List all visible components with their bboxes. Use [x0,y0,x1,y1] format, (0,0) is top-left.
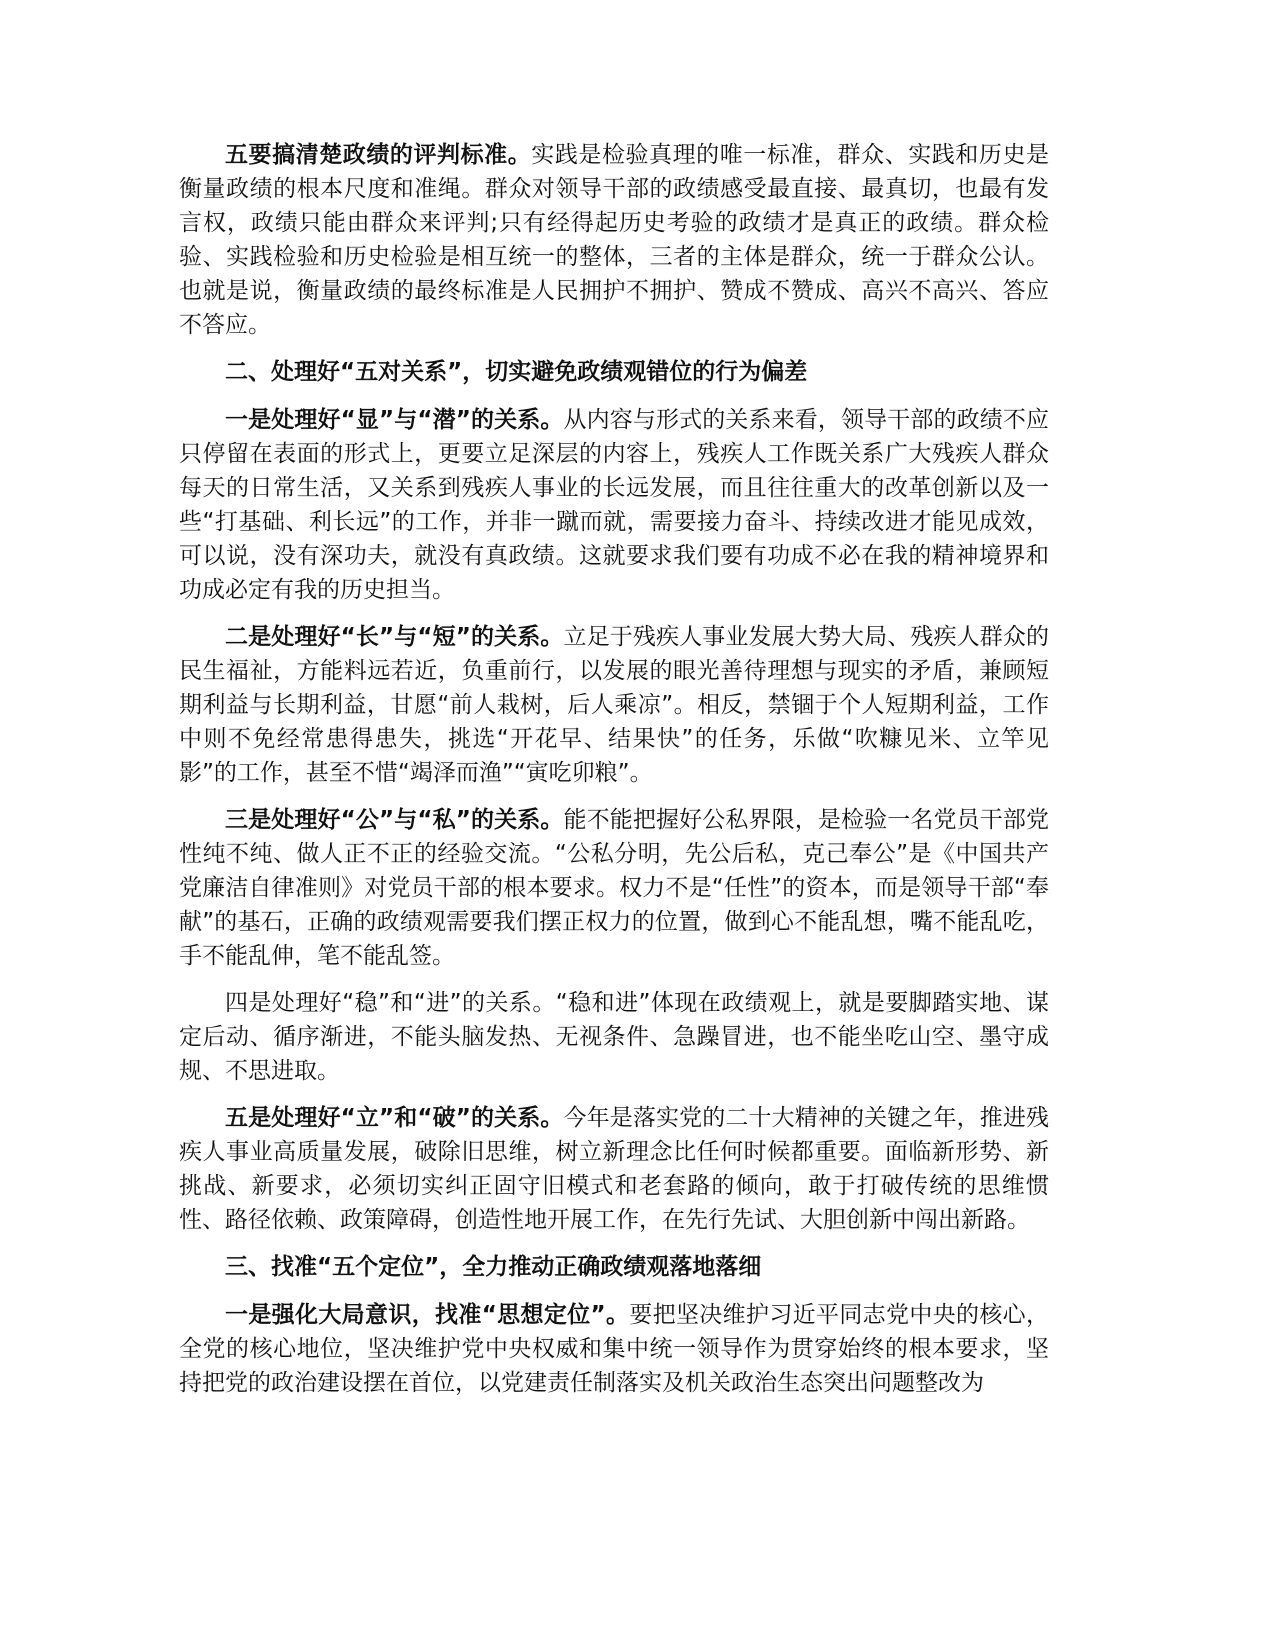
paragraph-lead: 三是处理好“公”与“私”的关系。 [225,807,564,833]
paragraph-long-short [179,620,1049,790]
paragraph-evaluation-standard [179,138,1049,342]
heading-text: 二、处理好“五对关系”，切实避免政绩观错位的行为偏差 [225,359,808,385]
paragraph-body: 实践是检验真理的唯一标准，群众、实践和历史是衡量政绩的根本尺度和准绳。群众对领导干部的政绩感受最直接、最真切，也最有发言权，政绩只能由群众来评判;只有经得起历史考验的政绩才是真正的政绩。群众检验、实践检验和历史检验是相互统一的整体，三者的主体是群众，统一于群众公认。也就是说，衡量政绩的最终标准是人民拥护不拥护、赞成不赞成、高兴不高兴、答应不答应。 [179,142,1050,338]
paragraph-lead: 一是处理好“显”与“潜”的关系。 [225,407,564,433]
paragraph-lead: 五要搞清楚政绩的评判标准。 [225,142,532,168]
paragraph-establish-break [179,1101,1049,1237]
paragraph-body: 今年是落实党的二十大精神的关键之年，推进残疾人事业高质量发展，破除旧思维，树立新理念比任何时候都重要。面临新形势、新挑战、新要求，必须切实纠正固守旧模式和老套路的倾向，敢于打破传统的思维惯性、路径依赖、政策障碍，创造性地开展工作，在先行先试、大胆创新中闯出新路。 [179,1105,1050,1233]
paragraph-visible-latent [179,403,1049,607]
paragraph-body: 能不能把握好公私界限，是检验一名党员干部党性纯不纯、做人正不正的经验交流。“公私分明，先公后私，克己奉公”是《中国共产党廉洁自律准则》对党员干部的根本要求。权力不是“任性”的资本，而是领导干部“奉献”的基石，正确的政绩观需要我们摆正权力的位置，做到心不能乱想，嘴不能乱吃，手不能乱伸，笔不能乱签。 [179,807,1050,969]
paragraph-body: 要把坚决维护习近平同志党中央的核心，全党的核心地位，坚决维护党中央权威和集中统一领导作为贯穿始终的根本要求，坚持把党的政治建设摆在首位，以党建责任制落实及机关政治生态突出问题整改为 [179,1302,1050,1396]
paragraph-body: 四是处理好“稳”和“进”的关系。“稳和进”体现在政绩观上，就是要脚踏实地、谋定后动、循序渐进，不能头脑发热、无视条件、急躁冒进，也不能坐吃山空、墨守成规、不思进取。 [179,990,1049,1084]
paragraph-public-private [179,803,1049,973]
paragraph-ideological-positioning [179,1298,1049,1400]
heading-text: 三、找准“五个定位”，全力推动正确政绩观落地落细 [225,1254,762,1280]
section-heading-three [179,1250,1049,1284]
paragraph-body: 立足于残疾人事业发展大势大局、残疾人群众的民生福祉，方能料远若近，负重前行，以发展的眼光善待理想与现实的矛盾，兼顾短期利益与长期利益，甘愿“前人栽树，后人乘凉”。相反，禁锢于个人短期利益，工作中则不免经常患得患失，挑选“开花早、结果快”的任务，乐做“吹糠见米、立竿见影”的工作，甚至不惜“竭泽而渔”“寅吃卯粮”。 [179,624,1050,786]
document-page [179,138,1049,1413]
paragraph-lead: 一是强化大局意识，找准“思想定位”。 [225,1302,630,1328]
paragraph-body: 从内容与形式的关系来看，领导干部的政绩不应只停留在表面的形式上，更要立足深层的内容上，残疾人工作既关系广大残疾人群众每天的日常生活，又关系到残疾人事业的长远发展，而且往往重大的改革创新以及一些“打基础、利长远”的工作，并非一蹴而就，需要接力奋斗、持续改进才能见成效，可以说，没有深功夫，就没有真政绩。这就要求我们要有功成不必在我的精神境界和功成必定有我的历史担当。 [179,407,1050,603]
section-heading-two [179,355,1049,389]
paragraph-lead: 二是处理好“长”与“短”的关系。 [225,624,564,650]
paragraph-stability-progress [179,986,1049,1088]
paragraph-lead: 五是处理好“立”和“破”的关系。 [225,1105,564,1131]
